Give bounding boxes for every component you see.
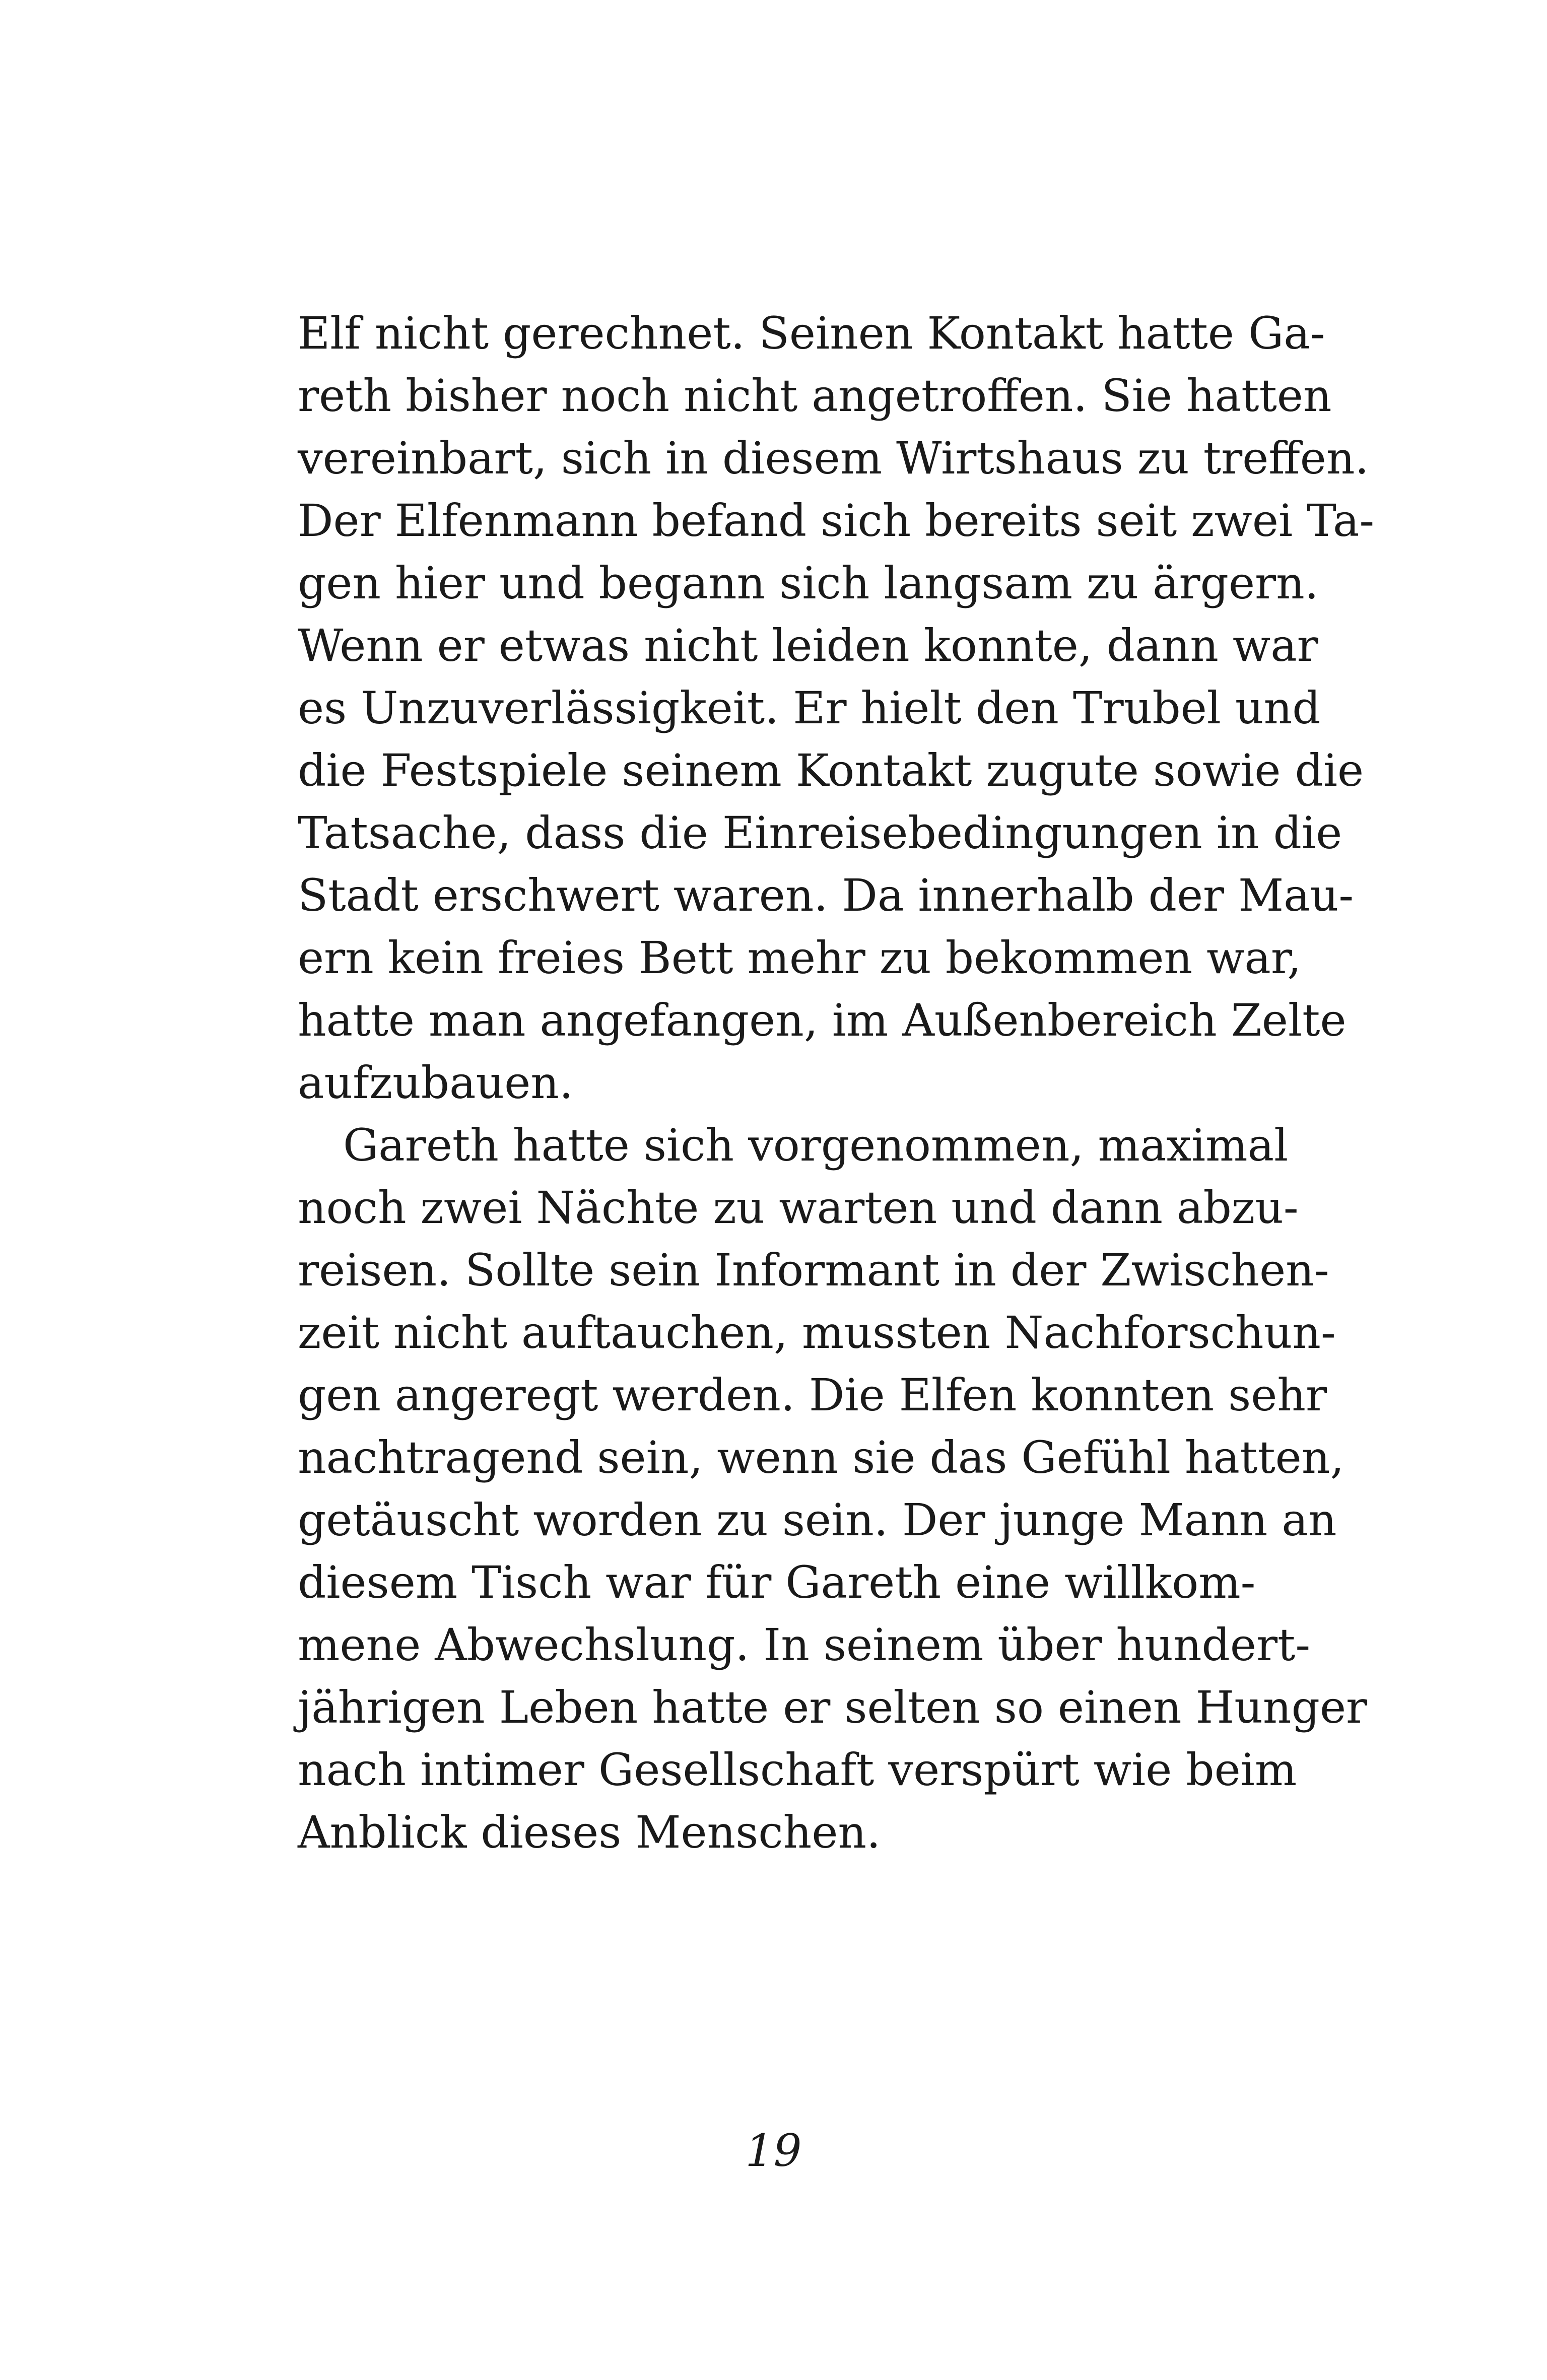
text-line: getäuscht worden zu sein. Der junge Mann an	[298, 1494, 1337, 1546]
text-line: aufzubauen.	[298, 1057, 573, 1109]
text-line: mene Abwechslung. In seinem über hundert-	[298, 1619, 1311, 1671]
text-line: ern kein freies Bett mehr zu bekommen war,	[298, 932, 1302, 984]
text-line: nach intimer Gesellschaft verspürt wie beim	[298, 1744, 1297, 1796]
text-line: es Unzuverlässigkeit. Er hielt den Trubel und	[298, 682, 1321, 734]
text-line: Wenn er etwas nicht leiden konnte, dann war	[298, 620, 1318, 671]
text-line: reth bisher noch nicht angetroffen. Sie hatten	[298, 370, 1332, 422]
text-line: Elf nicht gerechnet. Seinen Kontakt hatte Ga-	[298, 307, 1325, 359]
text-line: Stadt erschwert waren. Da innerhalb der Mau-	[298, 869, 1354, 921]
text-line: jährigen Leben hatte er selten so einen Hunger	[298, 1681, 1368, 1733]
text-line: die Festspiele seinem Kontakt zugute sowie die	[298, 744, 1364, 796]
text-line: Der Elfenmann befand sich bereits seit zwei Ta-	[298, 495, 1375, 547]
text-line: noch zwei Nächte zu warten und dann abzu-	[298, 1182, 1299, 1234]
text-line: nachtragend sein, wenn sie das Gefühl hatten,	[298, 1432, 1344, 1483]
text-line: Gareth hatte sich vorgenommen, maximal	[343, 1119, 1289, 1171]
body-text	[298, 302, 1375, 1864]
text-line: gen angeregt werden. Die Elfen konnten sehr	[298, 1369, 1327, 1421]
page-number: 19	[745, 2125, 802, 2177]
text-line: hatte man angefangen, im Außenbereich Zelte	[298, 994, 1347, 1046]
text-line: Anblick dieses Menschen.	[298, 1806, 881, 1858]
text-line: vereinbart, sich in diesem Wirtshaus zu treffen.	[298, 432, 1369, 484]
text-line: gen hier und begann sich langsam zu ärgern.	[298, 557, 1319, 609]
text-line: reisen. Sollte sein Informant in der Zwischen-	[298, 1244, 1329, 1296]
text-line: diesem Tisch war für Gareth eine willkom-	[298, 1556, 1256, 1608]
text-line: zeit nicht auftauchen, mussten Nachforschun-	[298, 1307, 1336, 1358]
text-line: Tatsache, dass die Einreisebedingungen in die	[298, 807, 1342, 859]
